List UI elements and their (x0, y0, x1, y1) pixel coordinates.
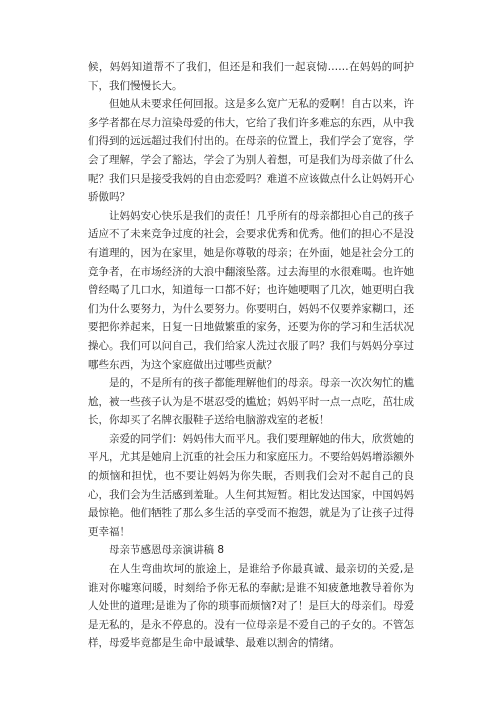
paragraph-3: 让妈妈安心快乐是我们的责任！几乎所有的母亲都担心自己的孩子适应不了未来竞争过度的社会，会要求优秀和优秀。他们的担心不是没有道理的，因为在家里，她是你尊敬的母亲；在外面，她是社会分工的竞争者，在市场经济的大浪中翻滚坠落。过去海里的水很难喝。也许她曾经喝了几口水，知道每一口都不好；也许她哽咽了几次，她更明白我们为什么要努力，为什么要努力。你要明白，妈妈不仅要养家糊口，还要把你养起来，日复一日地做繁重的家务，还要为你的学习和生活状况操心。我们可以问自己，我们给家人洗过衣服了吗？我们与妈妈分享过哪些东西，为这个家庭做出过哪些贡献？ (88, 209, 414, 371)
section-heading: 母亲节感恩母亲演讲稿 8 (109, 544, 225, 557)
paragraph-4: 是的，不是所有的孩子都能理解他们的母亲。母亲一次次匆忙的尴尬，被一些孩子认为是不堪忍受的尴尬；妈妈平时一点一点吃，茁壮成长，你却买了名牌衣服鞋子送给电脑游戏室的老板！ (88, 377, 414, 427)
paragraph-2: 但她从未要求任何回报。这是多么宽广无私的爱啊！自古以来，许多学者都在尽力渲染母爱的伟大，它给了我们许多难忘的东西，从中我们得到的远远超过我们付出的。在母亲的位置上，我们学会了宽容，学会了理解，学会了豁达，学会了为别人着想，可是我们为母亲做了什么呢？我们只是接受我妈的自由恋爱吗？难道不应该做点什么让妈妈开心骄傲吗？ (88, 98, 414, 204)
paragraph-5: 亲爱的同学们：妈妈伟大而平凡。我们要理解她的伟大，欣赏她的平凡，尤其是她肩上沉重的社会压力和家庭压力。不要给妈妈增添额外的烦恼和担忧，也不要让妈妈为你失眠，否则我们会对不起自己的良心，我们会为生活感到羞耻。人生何其短暂。相比发达国家，中国妈妈最惊艳。他们牺牲了那么多生活的享受而不抱怨，就是为了让孩子过得更幸福！ (88, 432, 414, 538)
paragraph-closing: 在人生弯曲坎坷的旅途上，是谁给予你最真诚、最亲切的关爱,是谁对你嘘寒问暖，时刻给予你无私的奉献;是谁不知疲惫地教导着你为人处世的道理;是谁为了你的琐事而烦恼?对了！是巨大的母亲们。母爱是无私的，是永不停息的。没有一位母亲是不爱自己的子女的。不管怎样，母爱毕竟都是生命中最诚挚、最难以割舍的情绪。 (88, 563, 414, 650)
paragraph-continued: 候，妈妈知道帮不了我们，但还是和我们一起哀恸……在妈妈的呵护下，我们慢慢长大。 (88, 61, 414, 92)
